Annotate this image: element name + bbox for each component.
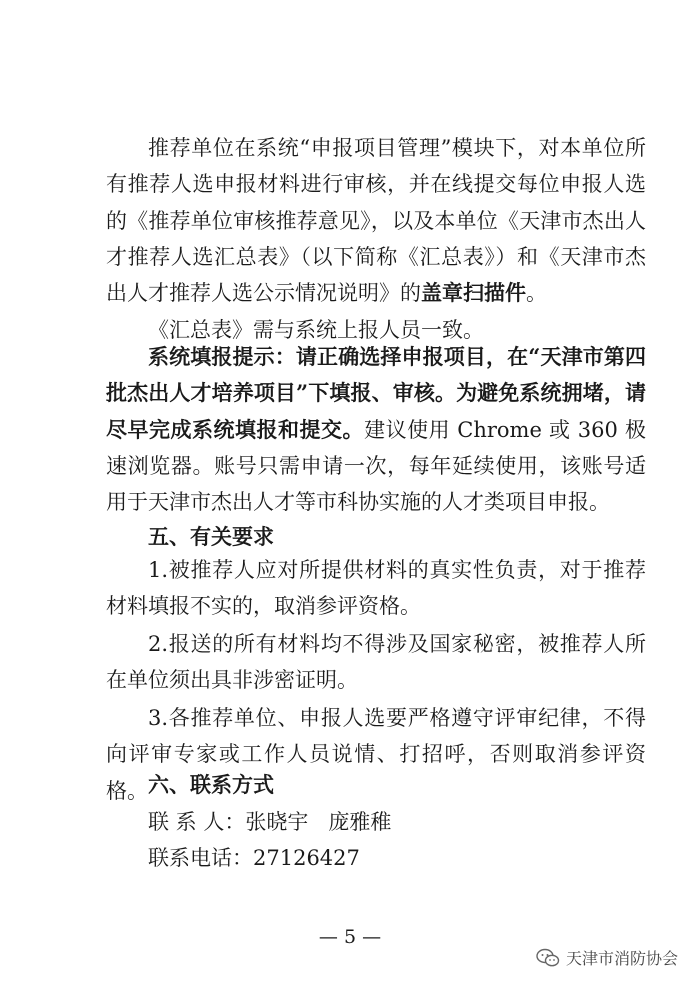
watermark — [536, 946, 678, 969]
contact-label: 联 系 人： — [148, 810, 246, 834]
phone-label: 联系电话： — [148, 846, 253, 870]
watermark-text: 天津市消防协会 — [565, 949, 678, 968]
phone-number: 27126427 — [253, 846, 360, 870]
paragraph-summary-table: 《汇总表》需与系统上报人员一致。 — [148, 318, 484, 342]
contact-person-2: 庞雅稚 — [328, 810, 392, 834]
paragraph-text: 推荐单位在系统“申报项目管理”模块下，对本单位所有推荐人选申报材料进行审核，并在线提交每位申报人选的《推荐单位审核推荐意见》，以及本单位《天津市杰出人才推荐人选汇总表》（以下简称《汇总表》）和《天津市杰出人才推荐人选公示情况说明》的 — [106, 136, 646, 306]
contact-person-1: 张晓宇 — [245, 810, 309, 834]
wechat-icon — [536, 948, 560, 968]
section-heading-requirements: 五、有关要求 — [148, 524, 274, 549]
requirement-item-3: 3.各推荐单位、申报人选要严格遵守评审纪律，不得向评审专家或工作人员说情、打招呼，否则取消参评资格。 — [106, 706, 646, 803]
system-tip-rest: 建议使用 Chrome 或 360 极速浏览器。账号只需申请一次，每年延续使用，该账号适用于天津市杰出人才等市科协实施的人才类项目申报。 — [106, 417, 647, 515]
contact-person-line — [148, 804, 391, 840]
paragraph-system-tips — [106, 339, 646, 520]
requirement-item-1: 1.被推荐人应对所提供材料的真实性负责，对于推荐材料填报不实的，取消参评资格。 — [106, 558, 646, 619]
page-number: — 5 — — [318, 926, 382, 948]
section-heading-contact: 六、联系方式 — [148, 772, 274, 797]
paragraph-text-end: 。 — [526, 281, 547, 306]
paragraph-review-submission — [106, 130, 646, 311]
bold-emphasis: 盖章扫描件 — [421, 280, 526, 306]
system-tip-bold: 系统填报提示：请正确选择申报项目，在“天津市第四批杰出人才培养项目”下填报、审核。为避免系统拥堵，请尽早完成系统填报和提交。 — [106, 344, 646, 442]
contact-phone-line — [148, 840, 360, 876]
requirement-item-2: 2.报送的所有材料均不得涉及国家秘密，被推荐人所在单位须出具非涉密证明。 — [106, 632, 646, 693]
